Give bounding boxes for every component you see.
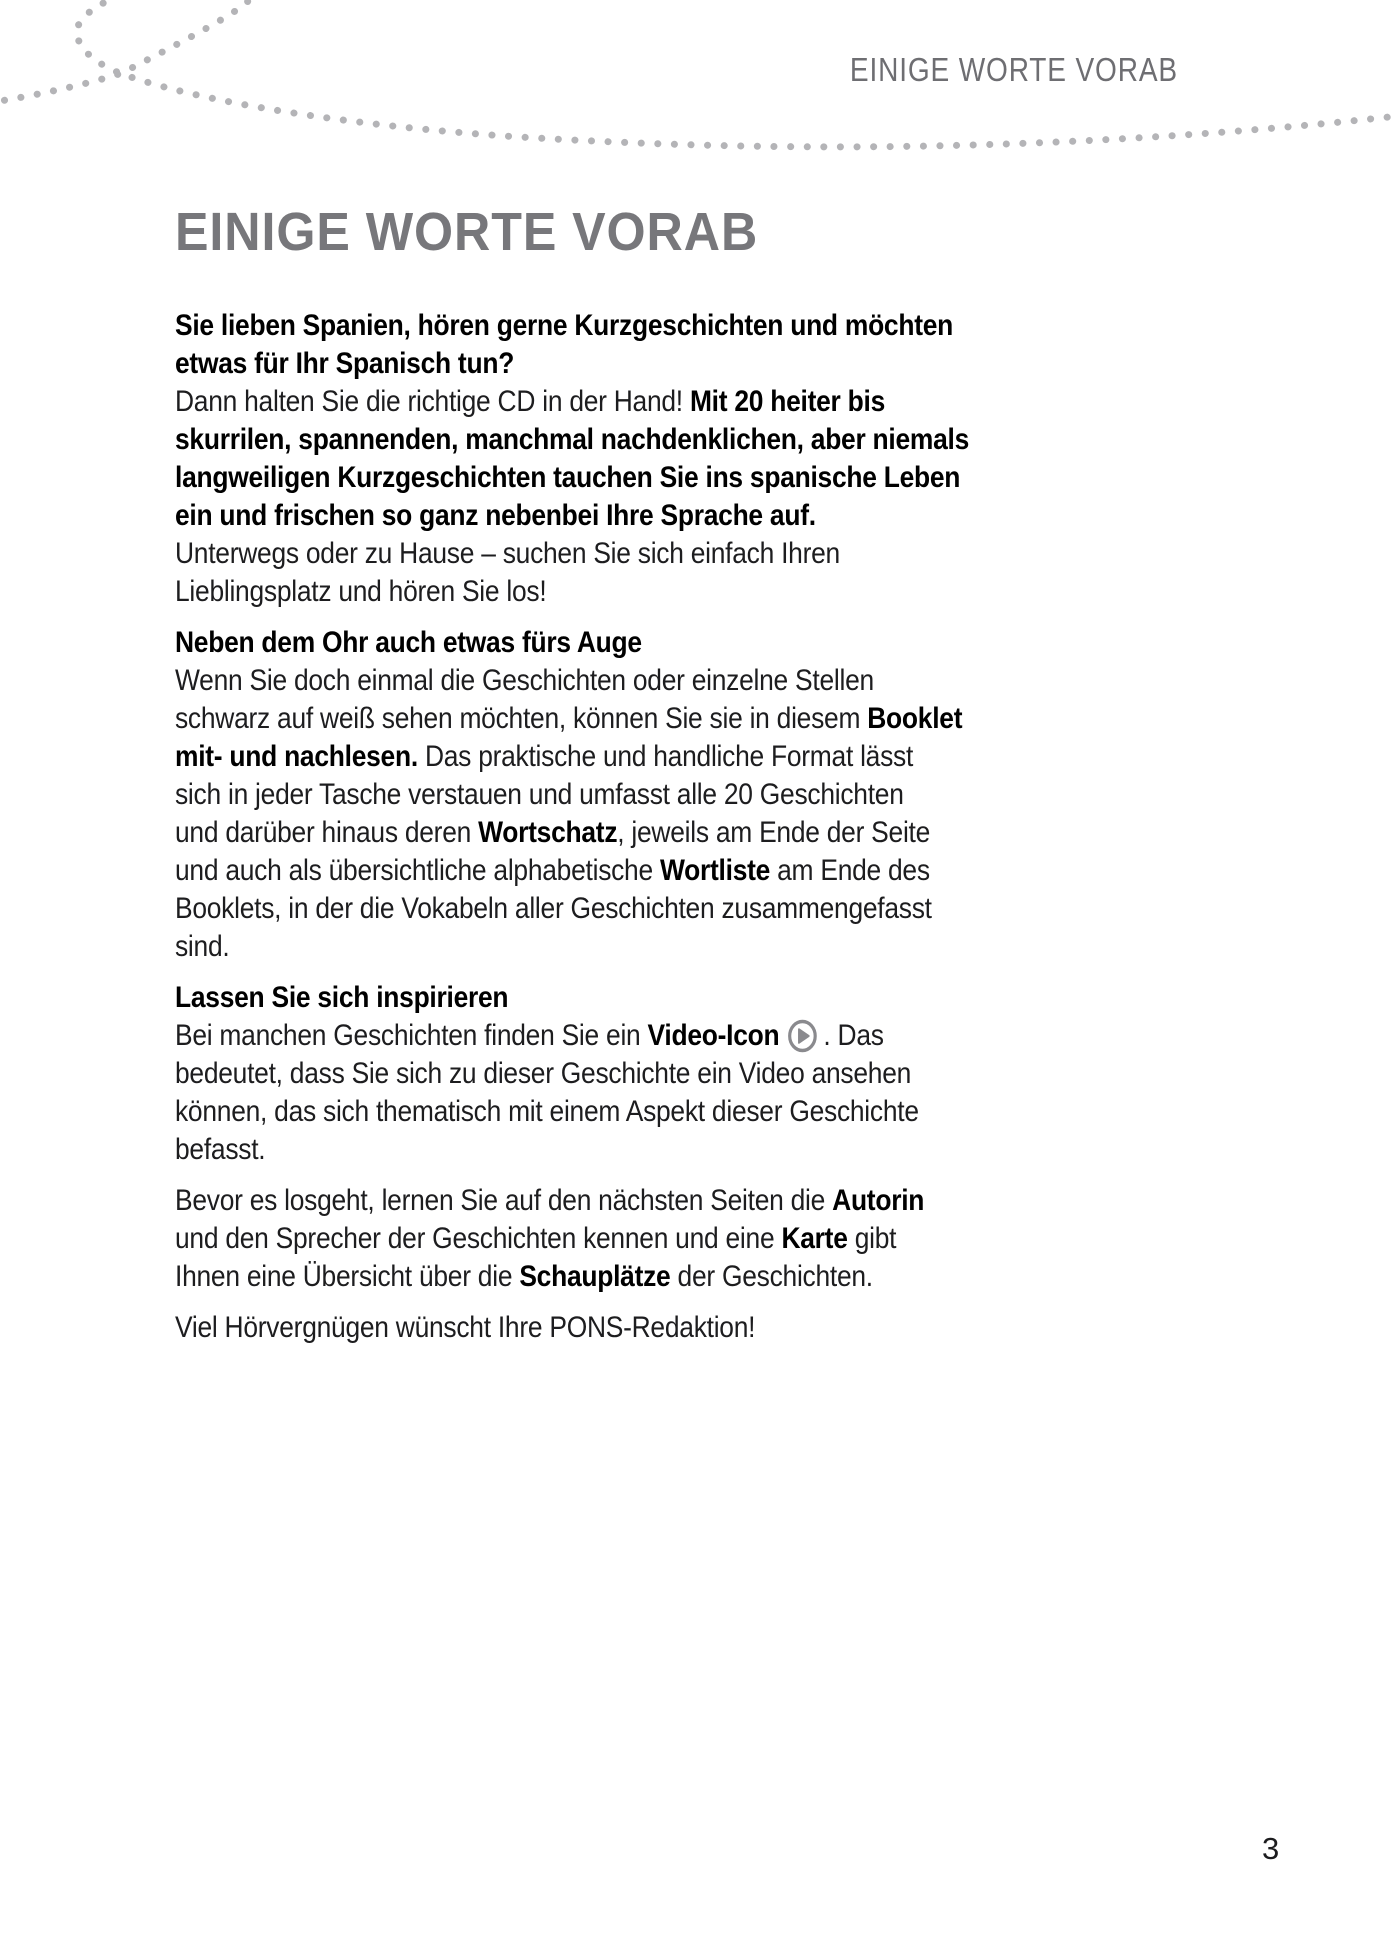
text-line: [175, 700, 1125, 738]
dotted-swirl-decoration: [0, 0, 1400, 200]
text-line: [175, 383, 1125, 421]
text-run: bedeutet, dass Sie sich zu dieser Geschichte ein Video ansehen: [175, 1057, 912, 1090]
paragraph: [175, 1182, 1125, 1296]
bold-text-run: langweiligen Kurzgeschichten tauchen Sie ins spanische Leben: [175, 461, 961, 494]
text-run: und auch als übersichtliche alphabetische: [175, 854, 660, 887]
text-run: Viel Hörvergnügen wünscht Ihre PONS-Redaktion!: [175, 1311, 756, 1344]
text-line: [175, 1131, 1125, 1169]
text-line: [175, 1017, 1125, 1055]
text-line: [175, 1182, 1125, 1220]
text-line: [175, 459, 1125, 497]
paragraph: [175, 1309, 1125, 1347]
body-text-column: [175, 307, 1125, 1347]
text-run: Lieblingsplatz und hören Sie los!: [175, 575, 547, 608]
bold-text-run: skurrilen, spannenden, manchmal nachdenklichen, aber niemals: [175, 423, 970, 456]
text-run: schwarz auf weiß sehen möchten, können Sie sie in diesem: [175, 702, 868, 735]
text-run: sich in jeder Tasche verstauen und umfasst alle 20 Geschichten: [175, 778, 904, 811]
text-line: [175, 738, 1125, 776]
text-run: und darüber hinaus deren: [175, 816, 479, 849]
text-run: Unterwegs oder zu Hause – suchen Sie sich einfach Ihren: [175, 537, 840, 570]
text-line: [175, 776, 1125, 814]
page-title: EINIGE WORTE VORAB: [175, 202, 759, 262]
text-line: [175, 979, 1125, 1017]
text-line: [175, 814, 1125, 852]
text-line: [175, 421, 1125, 459]
text-run: . Das: [823, 1019, 884, 1052]
text-line: [175, 1258, 1125, 1296]
text-line: [175, 573, 1125, 611]
bold-text-run: mit- und nachlesen.: [175, 740, 418, 773]
text-run: Booklets, in der die Vokabeln aller Geschichten zusammengefasst: [175, 892, 932, 925]
text-run: , jeweils am Ende der Seite: [617, 816, 931, 849]
text-line: [175, 535, 1125, 573]
bold-text-run: etwas für Ihr Spanisch tun?: [175, 347, 515, 380]
text-line: [175, 624, 1125, 662]
text-line: [175, 1055, 1125, 1093]
bold-text-run: Wortschatz: [478, 816, 618, 849]
text-line: [175, 1093, 1125, 1131]
paragraph: [175, 979, 1125, 1169]
paragraph: [175, 307, 1125, 611]
text-line: [175, 662, 1125, 700]
paragraph: [175, 624, 1125, 966]
text-run: Bei manchen Geschichten finden Sie ein: [175, 1019, 648, 1052]
text-run: Bevor es losgeht, lernen Sie auf den nächsten Seiten die: [175, 1184, 833, 1217]
bold-text-run: Sie lieben Spanien, hören gerne Kurzgeschichten und möchten: [175, 309, 954, 342]
bold-text-run: Video-Icon: [647, 1019, 780, 1052]
bold-text-run: Schauplätze: [519, 1260, 671, 1293]
page-number: 3: [1262, 1831, 1280, 1866]
text-line: [175, 1309, 1125, 1347]
text-line: [175, 345, 1125, 383]
bold-text-run: Mit 20 heiter bis: [689, 385, 885, 418]
text-line: [175, 1220, 1125, 1258]
bold-text-run: Wortliste: [659, 854, 771, 887]
text-run: Dann halten Sie die richtige CD in der Hand!: [175, 385, 690, 418]
bold-text-run: Lassen Sie sich inspirieren: [175, 981, 509, 1014]
text-run: der Geschichten.: [670, 1260, 873, 1293]
text-run: sind.: [175, 930, 230, 963]
text-run: können, das sich thematisch mit einem Aspekt dieser Geschichte: [175, 1095, 919, 1128]
text-line: [175, 890, 1125, 928]
bold-text-run: Autorin: [832, 1184, 925, 1217]
text-run: am Ende des: [770, 854, 930, 887]
text-line: [175, 497, 1125, 535]
text-run: Das praktische und handliche Format lässt: [417, 740, 914, 773]
running-header: EINIGE WORTE VORAB: [849, 51, 1178, 88]
text-run: und den Sprecher der Geschichten kennen und eine: [175, 1222, 782, 1255]
text-line: [175, 307, 1125, 345]
text-line: [175, 852, 1125, 890]
video-play-icon: [787, 1019, 817, 1053]
text-line: [175, 928, 1125, 966]
bold-text-run: Karte: [781, 1222, 848, 1255]
bold-text-run: Neben dem Ohr auch etwas fürs Auge: [175, 626, 642, 659]
text-run: befasst.: [175, 1133, 266, 1166]
text-run: gibt: [847, 1222, 897, 1255]
bold-text-run: Booklet: [867, 702, 963, 735]
bold-text-run: ein und frischen so ganz nebenbei Ihre Sprache auf.: [175, 499, 816, 532]
text-run: Wenn Sie doch einmal die Geschichten oder einzelne Stellen: [175, 664, 874, 697]
text-run: Ihnen eine Übersicht über die: [175, 1260, 520, 1293]
